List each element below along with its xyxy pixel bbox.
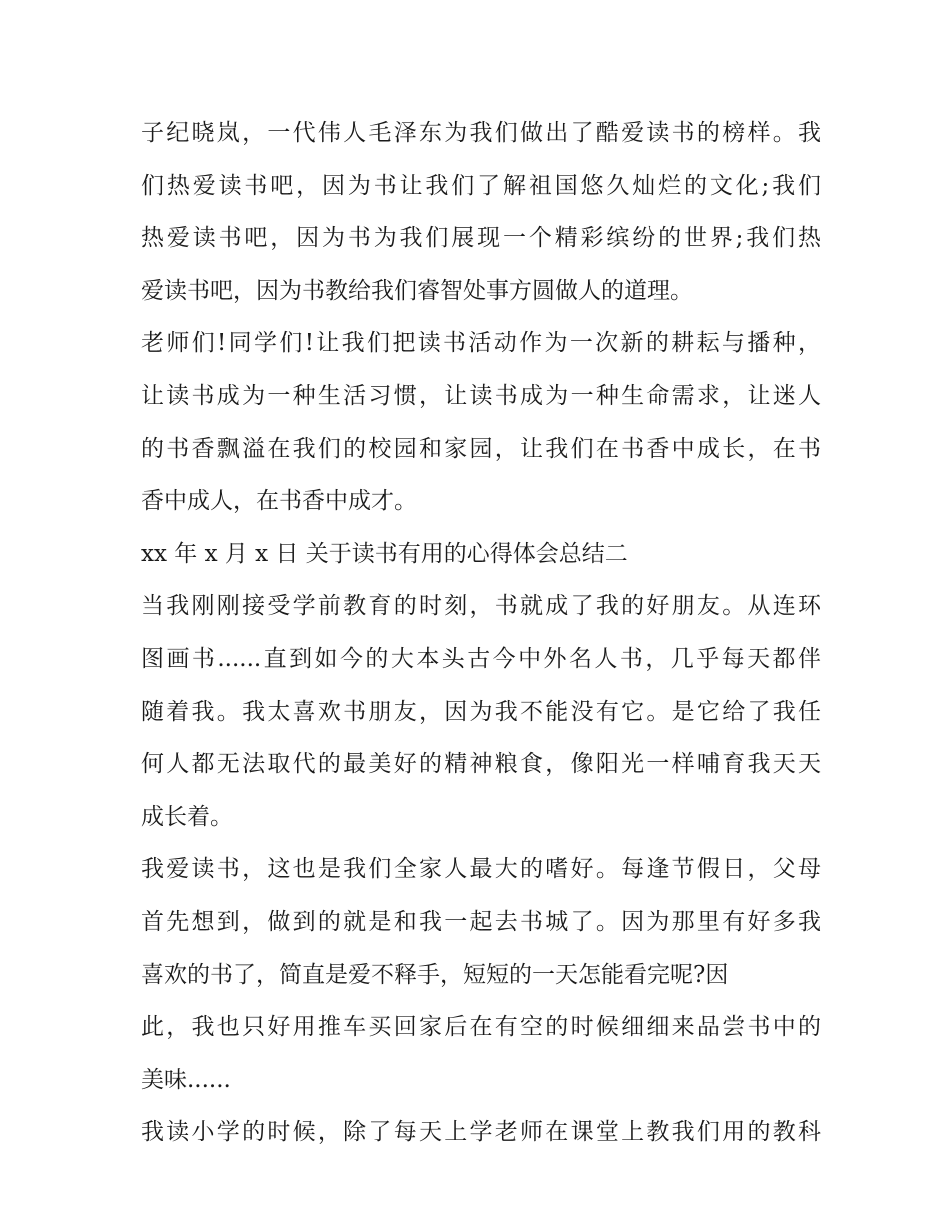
text-line: 喜欢的书了，简直是爱不释手，短短的一天怎能看完呢?因 (141, 961, 729, 988)
text-line: 何人都无法取代的最美好的精神粮食，像阳光一样哺育我天天 (141, 751, 821, 778)
text-line: 爱读书吧，因为书教给我们睿智处事方圆做人的道理。 (141, 277, 693, 304)
text-line: 成长着。 (141, 803, 233, 830)
document-body (141, 107, 821, 1159)
text-line: 图画书......直到如今的大本头古今中外名人书，几乎每天都伴 (141, 645, 821, 672)
section-heading: xx 年 x 月 x 日 关于读书有用的心得体会总结二 (141, 540, 628, 567)
text-line: 随着我。我太喜欢书朋友，因为我不能没有它。是它给了我任 (141, 698, 821, 725)
text-line: 们热爱读书吧，因为书让我们了解祖国悠久灿烂的文化;我们 (141, 172, 821, 199)
text-line: 的书香飘溢在我们的校园和家园，让我们在书香中成长，在书 (141, 435, 821, 462)
text-line: 当我刚刚接受学前教育的时刻，书就成了我的好朋友。从连环 (141, 593, 821, 620)
text-line: 香中成人，在书香中成才。 (141, 488, 417, 515)
text-line: 老师们!同学们!让我们把读书活动作为一次新的耕耘与播种， (141, 330, 821, 357)
text-line: 我读小学的时候，除了每天上学老师在课堂上教我们用的教科 (141, 1119, 821, 1146)
text-line: 热爱读书吧，因为书为我们展现一个精彩缤纷的世界;我们热 (141, 225, 821, 252)
text-line: 我爱读书，这也是我们全家人最大的嗜好。每逢节假日，父母 (141, 856, 821, 883)
text-line: 美味...... (141, 1066, 231, 1093)
text-line: 让读书成为一种生活习惯，让读书成为一种生命需求，让迷人 (141, 382, 821, 409)
text-line: 此，我也只好用推车买回家后在有空的时候细细来品尝书中的 (141, 1014, 821, 1041)
text-line: 子纪晓岚，一代伟人毛泽东为我们做出了酷爱读书的榜样。我 (141, 120, 821, 146)
text-line: 首先想到，做到的就是和我一起去书城了。因为那里有好多我 (141, 908, 821, 935)
